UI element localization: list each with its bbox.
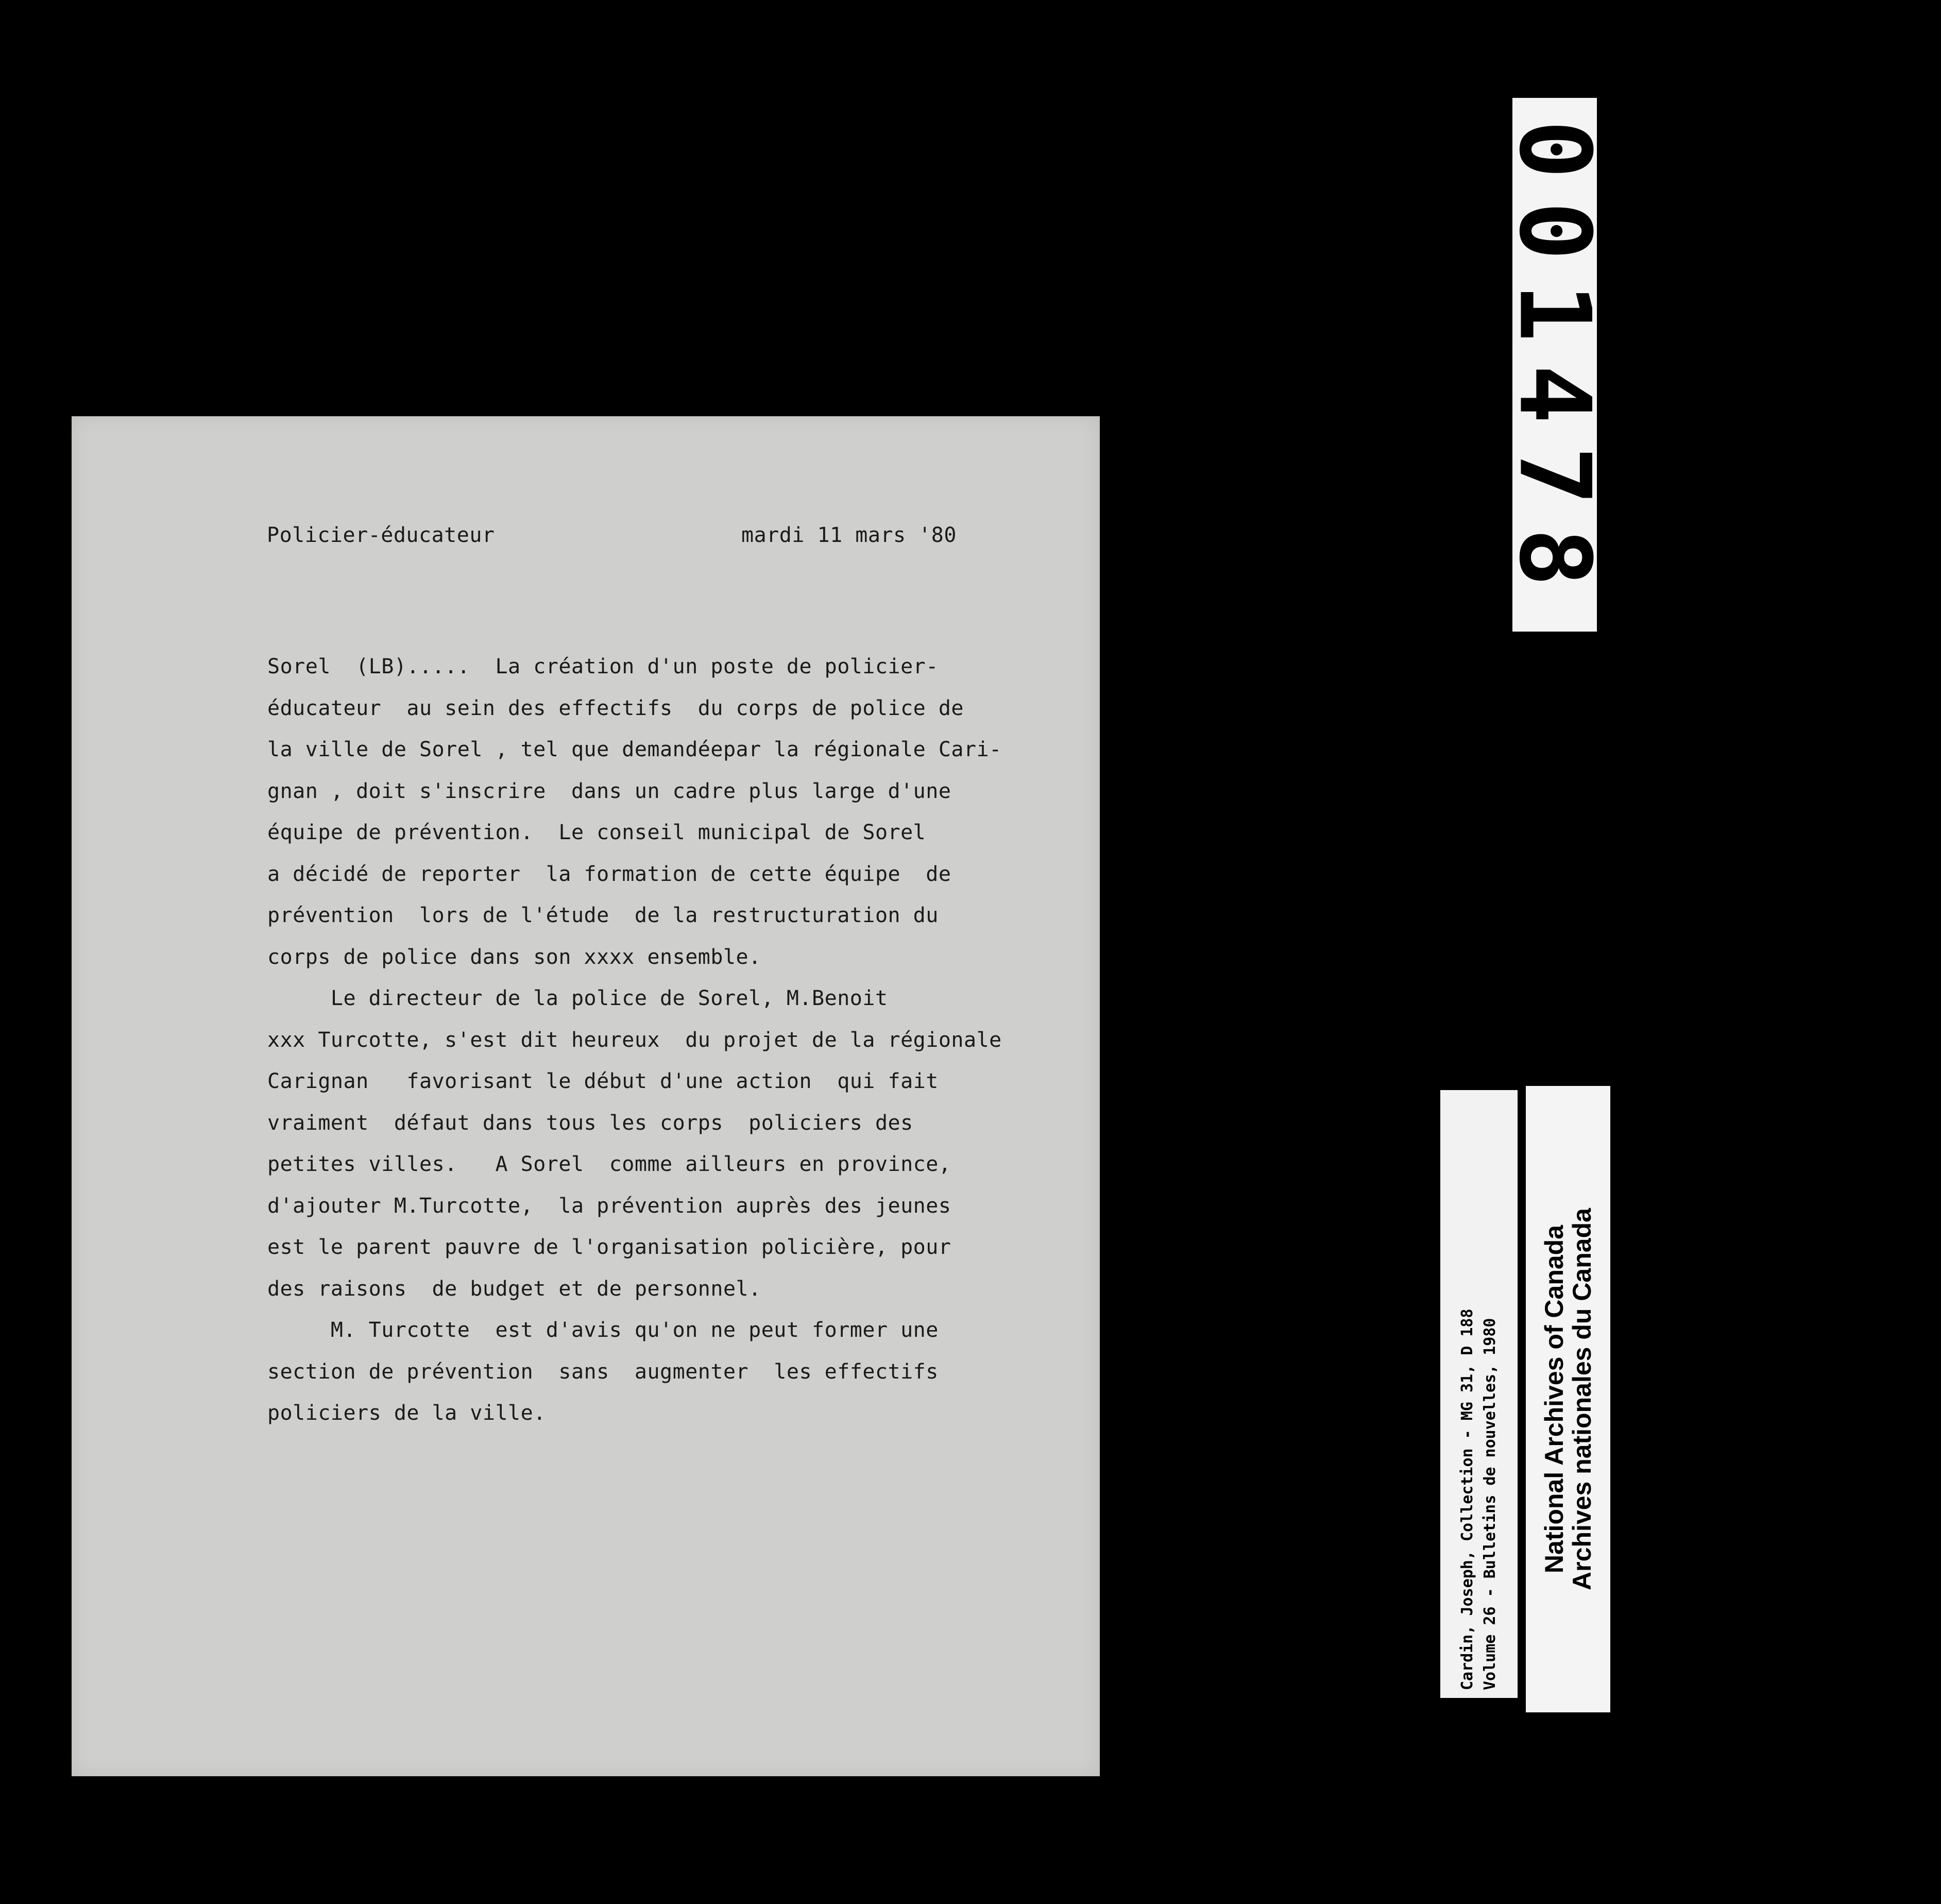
body-line: d'ajouter M.Turcotte, la prévention auprès des jeunes: [267, 1194, 951, 1218]
archives-name-fr: Archives nationales du Canada: [1568, 1208, 1596, 1590]
body-line: section de prévention sans augmenter les effectifs: [267, 1359, 939, 1384]
body-line: équipe de prévention. Le conseil municipal de Sorel: [267, 821, 926, 844]
body-line: prévention lors de l'étude de la restructuration du: [267, 904, 939, 927]
body-line: Sorel (LB)..... La création d'un poste de policier-: [267, 655, 939, 678]
frame-number-label: [1497, 98, 1612, 632]
archives-label: [1526, 1086, 1610, 1712]
body-line: M. Turcotte est d'avis qu'on ne peut former une: [267, 1318, 939, 1342]
archives-name-en: National Archives of Canada: [1540, 1225, 1569, 1574]
document-title: Policier-éducateur: [267, 523, 495, 547]
document-body: [267, 646, 1002, 1434]
body-line: la ville de Sorel , tel que demandéepar la régionale Cari-: [267, 738, 1002, 761]
collection-line-1: Cardin, Joseph, Collection - MG 31, D 188: [1458, 1308, 1476, 1690]
body-line: est le parent pauvre de l'organisation policière, pour: [267, 1235, 951, 1259]
body-line: Le directeur de la police de Sorel, M.Benoit: [267, 987, 888, 1010]
body-line: Carignan favorisant le début d'une action qui fait: [267, 1069, 939, 1093]
document-date: mardi 11 mars '80: [741, 523, 957, 547]
body-line: policiers de la ville.: [267, 1401, 546, 1425]
body-line: corps de police dans son xxxx ensemble.: [267, 945, 761, 969]
collection-label: [1440, 1090, 1518, 1698]
collection-line-2: Volume 26 - Bulletins de nouvelles, 1980: [1481, 1318, 1499, 1690]
document-page: [72, 416, 1100, 1776]
body-line: gnan , doit s'inscrire dans un cadre plus large d'une: [267, 779, 951, 803]
body-line: des raisons de budget et de personnel.: [267, 1277, 761, 1301]
body-line: xxx Turcotte, s'est dit heureux du projet de la régionale: [267, 1028, 1002, 1052]
body-line: vraiment défaut dans tous les corps policiers des: [267, 1111, 913, 1135]
body-line: éducateur au sein des effectifs du corps de police de: [267, 696, 964, 720]
frame-number: 001478: [1497, 120, 1612, 610]
body-line: petites villes. A Sorel comme ailleurs en province,: [267, 1152, 951, 1176]
body-line: a décidé de reporter la formation de cette équipe de: [267, 862, 951, 886]
